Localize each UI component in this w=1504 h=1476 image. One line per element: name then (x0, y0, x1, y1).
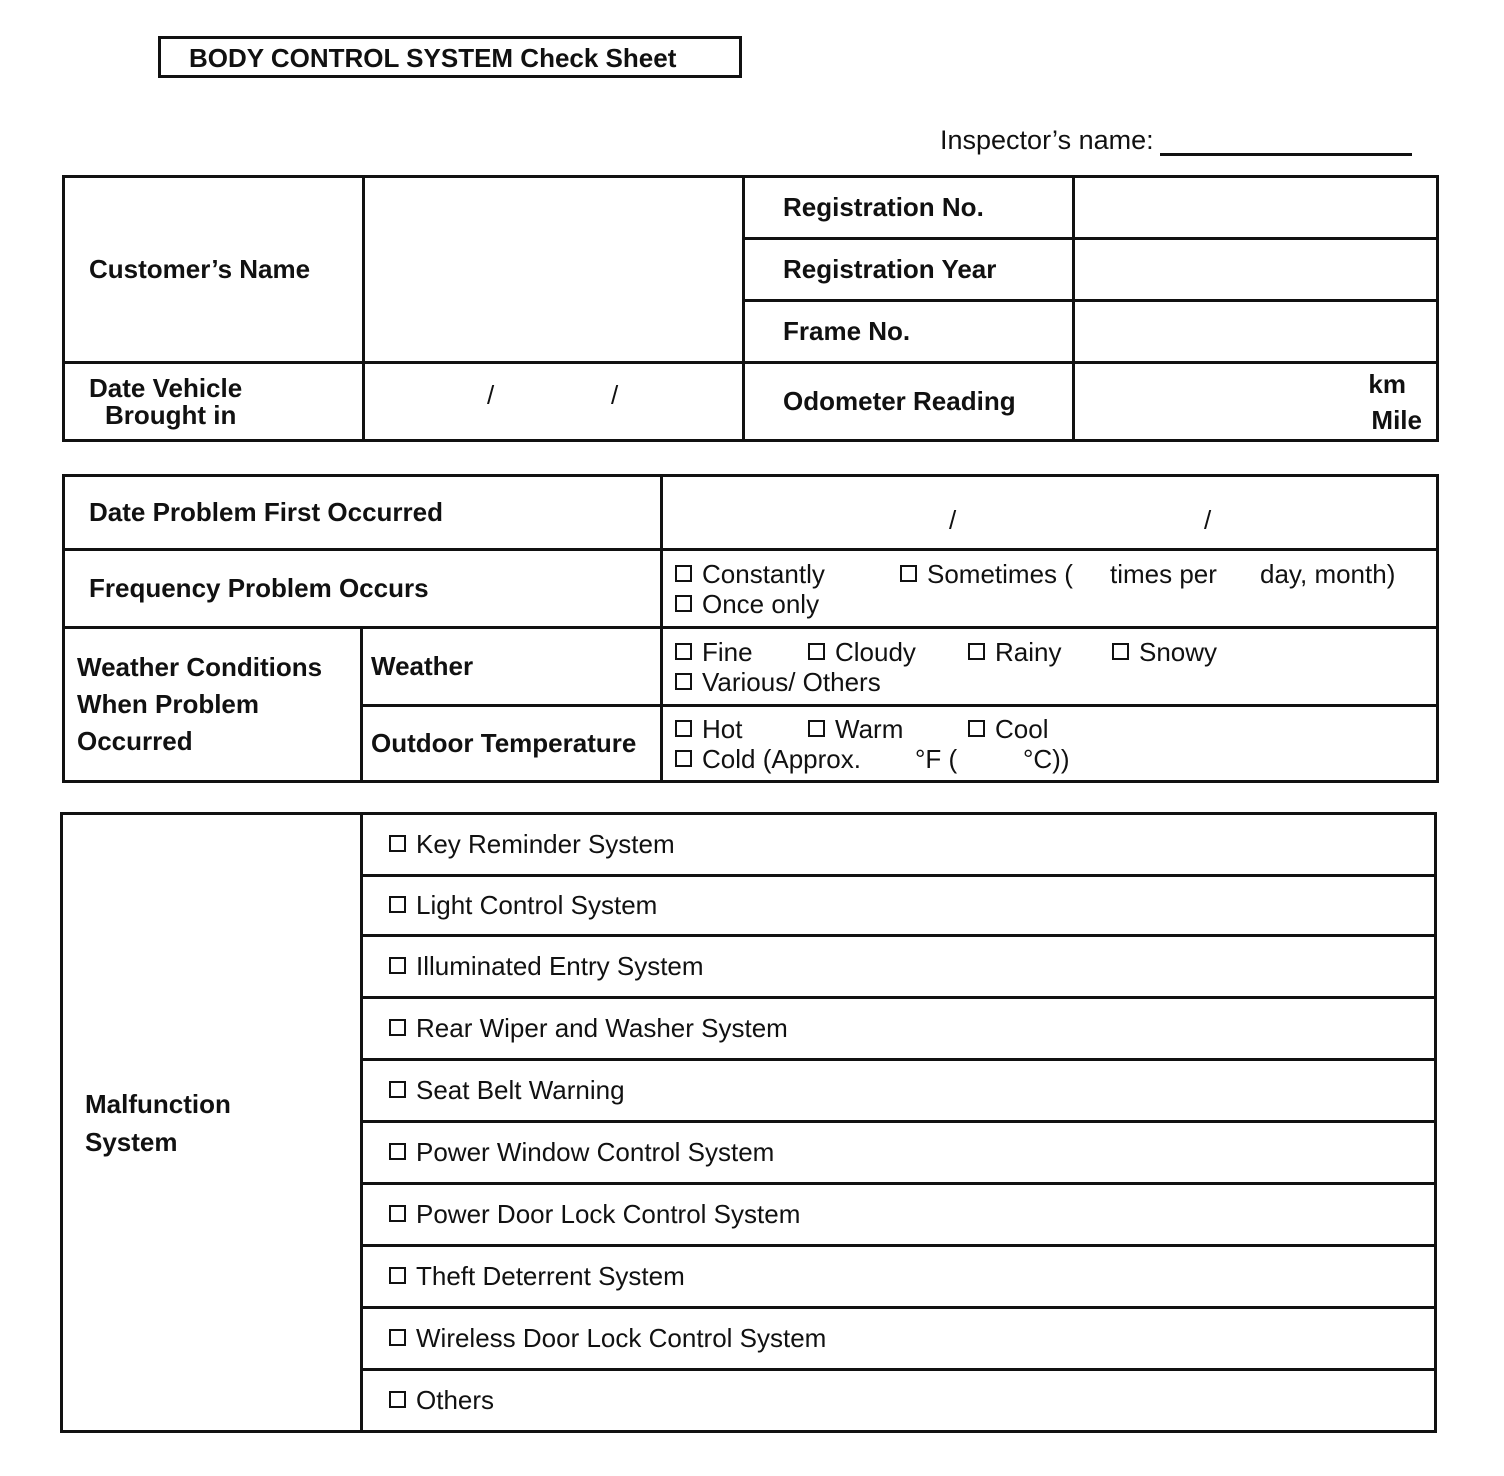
weather-various-others[interactable]: Various/ Others (675, 667, 881, 697)
checkbox-icon[interactable] (675, 643, 692, 660)
temp-cool[interactable]: Cool (968, 714, 1048, 744)
temp-warm[interactable]: Warm (808, 714, 968, 744)
date-slash: / (611, 380, 619, 410)
unit-km: km (1368, 368, 1406, 399)
vehicle-info-table (62, 175, 1439, 442)
checkbox-icon[interactable] (675, 720, 692, 737)
weather-label: Weather (362, 628, 662, 706)
date-brought-in-label: Date Vehicle Brought in (64, 363, 364, 441)
frame-no-label: Frame No. (744, 301, 1074, 363)
checkbox-icon[interactable] (968, 720, 985, 737)
system-option[interactable]: Rear Wiper and Washer System (362, 998, 1436, 1060)
checkbox-icon[interactable] (389, 835, 406, 852)
outdoor-temperature-label: Outdoor Temperature (362, 706, 662, 782)
date-first-occurred-label: Date Problem First Occurred (64, 476, 662, 550)
checkbox-icon[interactable] (389, 1143, 406, 1160)
malfunction-system-table (60, 812, 1437, 1433)
system-option[interactable]: Power Window Control System (362, 1122, 1436, 1184)
checkbox-icon[interactable] (389, 1019, 406, 1036)
page-title: BODY CONTROL SYSTEM Check Sheet (158, 36, 742, 78)
weather-rainy[interactable]: Rainy (968, 637, 1112, 667)
checkbox-icon[interactable] (389, 1329, 406, 1346)
temperature-options (662, 706, 1438, 782)
temp-hot[interactable]: Hot (675, 714, 808, 744)
temp-deg-f: °F ( (915, 743, 958, 774)
checkbox-icon[interactable] (389, 1081, 406, 1098)
registration-year-label: Registration Year (744, 239, 1074, 301)
inspector-name-field (940, 125, 1412, 156)
checkbox-icon[interactable] (900, 565, 917, 582)
checkbox-icon[interactable] (389, 957, 406, 974)
frequency-sometimes[interactable]: Sometimes ( (900, 559, 1110, 589)
checkbox-icon[interactable] (389, 896, 406, 913)
frequency-day-month: day, month) (1260, 558, 1396, 589)
inspector-name-input[interactable] (1160, 127, 1412, 156)
frequency-label: Frequency Problem Occurs (64, 550, 662, 628)
system-option[interactable]: Illuminated Entry System (362, 936, 1436, 998)
checkbox-icon[interactable] (808, 643, 825, 660)
date-slash: / (1204, 505, 1212, 535)
system-option[interactable]: Light Control System (362, 876, 1436, 936)
checkbox-icon[interactable] (675, 565, 692, 582)
registration-no-label: Registration No. (744, 177, 1074, 239)
system-option[interactable]: Key Reminder System (362, 814, 1436, 876)
weather-options (662, 628, 1438, 706)
date-slash: / (487, 380, 495, 410)
system-option[interactable]: Others (362, 1370, 1436, 1432)
frequency-constantly[interactable]: Constantly (675, 559, 900, 589)
odometer-input[interactable] (1074, 363, 1438, 441)
system-option[interactable]: Power Door Lock Control System (362, 1184, 1436, 1246)
frame-no-input[interactable] (1074, 301, 1438, 363)
problem-conditions-table (62, 474, 1439, 783)
registration-year-input[interactable] (1074, 239, 1438, 301)
inspector-name-label: Inspector’s name: (940, 125, 1154, 155)
weather-conditions-label: Weather Conditions When Problem Occurred (64, 628, 362, 782)
checkbox-icon[interactable] (675, 595, 692, 612)
malfunction-system-label: Malfunction System (62, 814, 362, 1432)
date-brought-in-input[interactable] (364, 363, 744, 441)
checkbox-icon[interactable] (808, 720, 825, 737)
checkbox-icon[interactable] (389, 1391, 406, 1408)
checkbox-icon[interactable] (389, 1205, 406, 1222)
frequency-options (662, 550, 1438, 628)
weather-fine[interactable]: Fine (675, 637, 808, 667)
customer-name-label: Customer’s Name (64, 177, 364, 363)
frequency-times-per: times per (1110, 558, 1217, 589)
temp-cold[interactable]: Cold (Approx. (675, 744, 915, 774)
frequency-once-only[interactable]: Once only (675, 589, 819, 619)
checkbox-icon[interactable] (389, 1267, 406, 1284)
unit-mile: Mile (1371, 404, 1422, 435)
odometer-label: Odometer Reading (744, 363, 1074, 441)
customer-name-input[interactable] (364, 177, 744, 363)
system-option[interactable]: Seat Belt Warning (362, 1060, 1436, 1122)
date-first-occurred-input[interactable] (662, 476, 1438, 550)
checkbox-icon[interactable] (1112, 643, 1129, 660)
temp-deg-c: °C)) (1023, 743, 1070, 774)
weather-snowy[interactable]: Snowy (1112, 637, 1217, 667)
date-slash: / (949, 505, 957, 535)
checkbox-icon[interactable] (675, 673, 692, 690)
registration-no-input[interactable] (1074, 177, 1438, 239)
checkbox-icon[interactable] (968, 643, 985, 660)
checkbox-icon[interactable] (675, 750, 692, 767)
system-option[interactable]: Theft Deterrent System (362, 1246, 1436, 1308)
system-option[interactable]: Wireless Door Lock Control System (362, 1308, 1436, 1370)
weather-cloudy[interactable]: Cloudy (808, 637, 968, 667)
